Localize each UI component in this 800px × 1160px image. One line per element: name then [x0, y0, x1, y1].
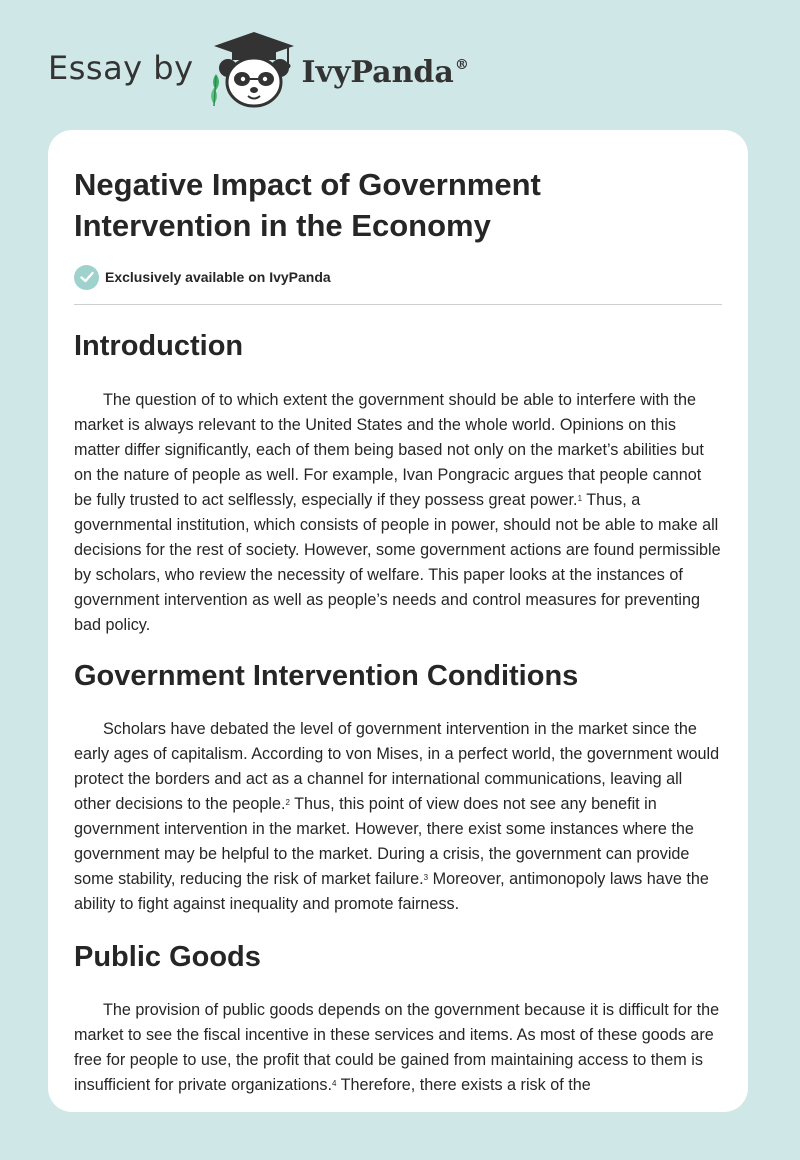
brand-prefix: Essay by — [48, 49, 194, 87]
exclusive-badge — [74, 264, 722, 290]
footnote-ref[interactable]: 3 — [423, 873, 429, 882]
section-public-goods — [74, 939, 722, 1098]
section-heading: Public Goods — [74, 941, 261, 973]
site-header — [48, 30, 469, 110]
section-heading: Government Intervention Conditions — [74, 660, 579, 692]
essay-title: Negative Impact of Government Intervention in the Economy — [74, 167, 541, 243]
section-government-intervention-conditions — [74, 658, 722, 917]
check-icon — [74, 265, 99, 290]
brand-name[interactable]: IvyPanda® — [301, 54, 469, 90]
badge-label: Exclusively available on IvyPanda — [105, 269, 331, 285]
section-paragraph: The question of to which extent the government should be able to interfere with the market is always relevant to the United States and the whole world. Opinions on this matter differ significantly, each of them being based not only on the market’s abilities but on the nature of people as well. For example, Ivan Pongracic argues that people cannot be fully trusted to act selflessly, especially if they possess great power.$^1$ Thus, a governmental institution, which consists of people in power, should not be able to make all decisions for the rest of society. However, some government actions are found permissible by scholars, who review the necessity of welfare. This paper looks at the instances of government intervention as well as people’s needs and control measures for preventing bad policy. — [74, 391, 721, 634]
footnote-ref[interactable]: 2 — [285, 798, 290, 807]
section-heading: Introduction — [74, 330, 244, 362]
essay-card — [48, 130, 748, 1112]
divider — [74, 304, 722, 305]
panda-logo-icon[interactable] — [208, 30, 300, 110]
footnote-ref[interactable]: 1 — [577, 494, 583, 503]
footnote-ref[interactable]: 4 — [331, 1079, 337, 1088]
section-paragraph: Scholars have debated the level of government intervention in the market since the early ages of capitalism. According to von Mises, in a perfect world, the government would protect the borders and act as a channel for international communications, leaving all other decisions to the people.$^2$ Thus, this point of view does not see any benefit in government intervention in the market. However, there exist some instances where the government may be helpful to the market. During a crisis, the government can provide some stability, reducing the risk of market failure.$^3$ Moreover, antimonopoly laws have the ability to fight against inequality and promote fairness. — [74, 720, 720, 913]
section-introduction — [74, 328, 722, 638]
registered-mark: ® — [454, 56, 469, 73]
section-paragraph: The provision of public goods depends on the government because it is difficult for the market to see the fiscal incentive in these services and items. As most of these goods are free for people to use, the profit that could be gained from maintaining access to them is insufficient for private organizations.$^4$ Therefore, there exists a risk of the — [74, 1001, 720, 1094]
